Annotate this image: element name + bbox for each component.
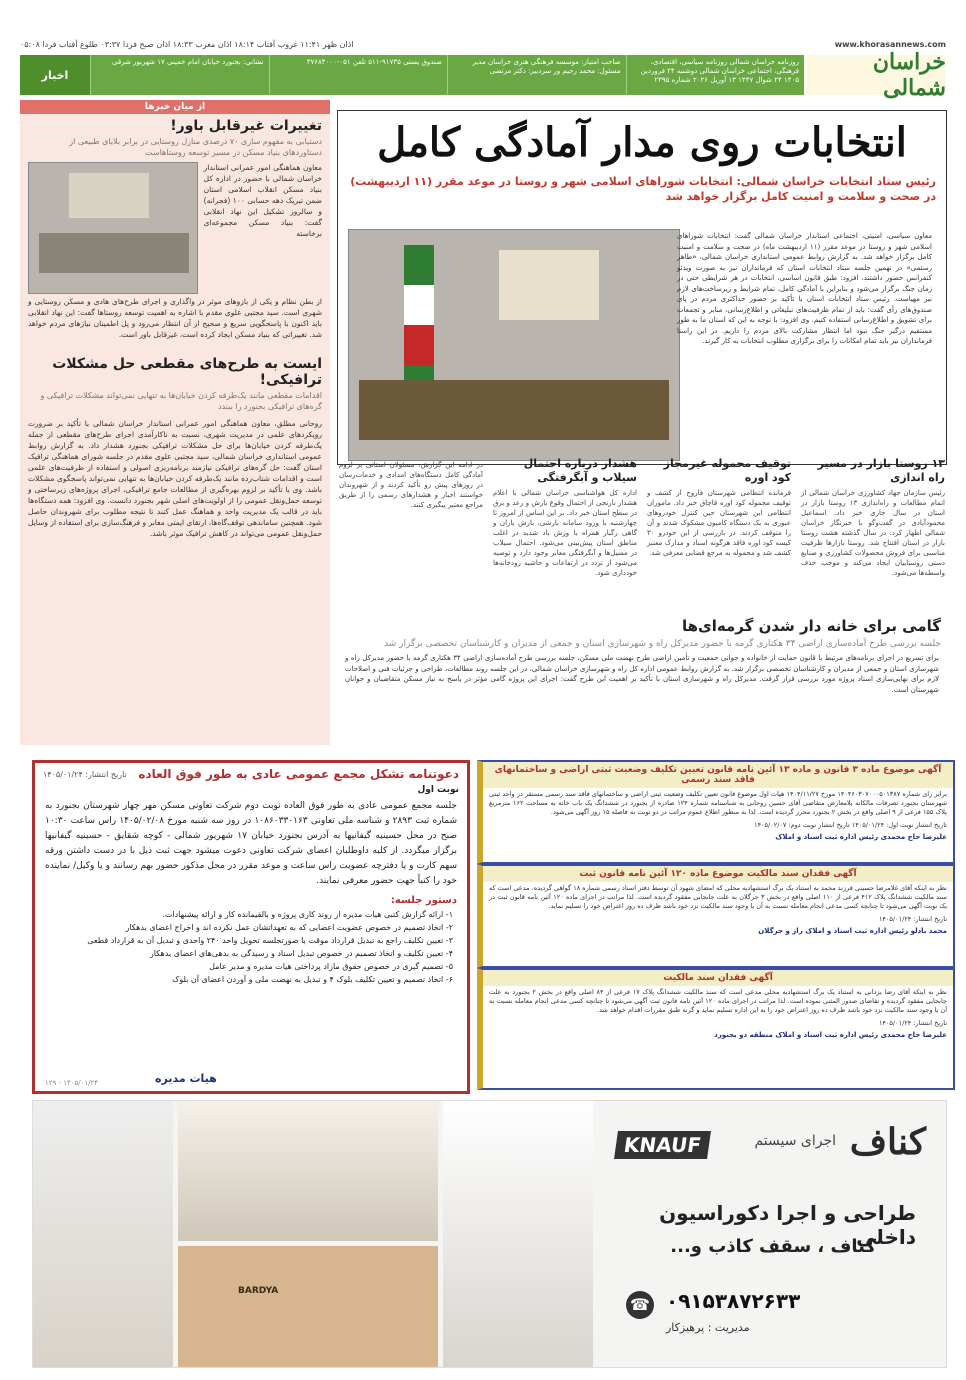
section-tag: اخبار [20,55,90,95]
lead-subhead: رئیس ستاد انتخابات خراسان شمالی: انتخابات شوراهای اسلامی شهر و روستا در موعد مقرر (۱۱ اردیبهشت) در صحت و سلامت و امنیت کامل برگزار خواهد شد [350,175,936,203]
notice-date: تاریخ انتشار نوبت اول: ۱۴۰۵/۰۱/۲۴ تاریخ انتشار نوبت دوم: ۱۴۰۵/۰۲/۰۷ [754,821,947,829]
agenda-item: ۴- تعیین تکلیف و اتخاذ تصمیم در خصوص تبدیل اسناد و رسیدگی به بدهی‌های اعضای بدهکار [149,949,453,958]
lead-body: معاون سیاسی، امنیتی، اجتماعی استاندار خراسان شمالی گفت: انتخابات شوراهای اسلامی شهر و روستا در موعد مقرر (۱۱ اردیبهشت ماه) در صحت و سلامت و امنیت کامل برگزار خواهد شد. به گزارش روابط عمومی استانداری خراسان شمالی، «طاهر رستمی» در نهمین جلسه ستاد انتخابات استان که فرمانداران نیز به صورت ویدئو کنفرانس حضور داشتند، افزود: طبق قانون اساسی، انتخابات در هر شرایطی حتی در زمان جنگ برگزار می‌شود و بنابراین با آمادگی کامل، تمام شرایط و زیرساخت‌های لازم نیز مهیاست. رئیس ستاد انتخابات استان با تأکید بر حضور حداکثری مردم در پای صندوق‌های رأی گفت: باید از تمام ظرفیت‌های تبلیغاتی و اطلاع‌رسانی، منابر و تجمعات برای تشویق و اطلاع‌رسانی استفاده کنیم. وی افزود: با توجه به این که استان ما به طور مستقیم درگیر جنگ نبود اما انتظار مشارکت بالای مردم را داریم. در این راستا فرمانداران نیز باید تمام امکانات را برای برگزاری مطلوب انتخابات به کار گیرند. [677,232,932,345]
agenda-item: ۶- اتخاذ تصمیم و تعیین تکلیف بلوک ۴ و تبدیل به نهضت ملی و آوردن اعضای آن بلوک [172,975,453,984]
interior-photos [33,1101,593,1368]
news-item [645,455,793,605]
news-item [337,455,485,605]
gami-sub: جلسه بررسی طرح آماده‌سازی اراضی ۳۴ هکتاری گرمه با حضور مدیرکل راه و شهرسازی استان و جمعی از مدیران و کارشناسان تخصصی برگزار شد [384,639,941,649]
lead-story [337,110,947,465]
notice-title: آگهی فقدان سند مالکیت [483,970,953,986]
gami-text: برای تسریع در اجرای برنامه‌های مرتبط با قانون حمایت از خانواده و جوانی جمعیت و تأمین اراضی طرح نهضت ملی مسکن، جلسه بررسی طرح آماده‌سازی اراضی ۳۴ هکتاری گرمه با حضور مدیرکل راه و شهرسازی استان و جمعی از مدیران و کارشناسان تخصصی برگزار شد. به گزارش روابط عمومی اداره کل راه و شهرسازی خراسان شمالی، در این جلسه روند مطالعات، طراحی و جزئیات فنی و اصلاحات لازم برای نهایی‌سازی اسناد پروژه مورد بررسی قرار گرفت. مدیرکل راه و شهرسازی استان با تأکید بر اهمیت این طرح گفت: اجرای این پروژه گامی مؤثر در پاسخ به نیاز مسکن متقاضیان و جوانان شهرستان است. [345,654,939,694]
knauf-logo: KNAUF [614,1131,711,1159]
lead-headline[interactable]: انتخابات روی مدار آمادگی کامل [377,119,907,166]
registry-notices [477,760,947,1088]
notice-text: نظر به اینکه آقای غلامرضا حسینی فرزند محمد به استناد یک برگ استشهادیه محلی که امضای شهود آن توسط دفتر اسناد رسمی شماره ۱۸ گواهی گردیده، مدعی است که سند مالکیت ششدانگ پلاک ۴۱۲ فرعی از ۱۱۰ اصلی واقع در بخش ۳ جرگلان به علت جابجایی مفقود گردیده است. لذا مراتب در اجرای ماده ۱۲۰ آئین نامه قانون ثبت در یک نوبت آگهی می‌شود تا چنانچه کسی مدعی انجام معامله نسبت به آن یا وجود سند مالکیت نزد خود باشد ظرف ده روز اعتراض خود را تسلیم نماید. [489,884,947,910]
sidebar-article-2-title[interactable]: ایست به طرح‌های مقطعی حل مشکلات ترافیکی! [52,356,322,388]
store-sign: BARDYA [238,1286,279,1296]
notice-text: نظر به اینکه آقای رضا یزدانی به استناد یک برگ استشهادیه محلی مدعی است که سند مالکیت ششدانگ پلاک ۱۷ فرعی از ۸۴ اصلی واقع در بخش ۲ بجنورد به علت جابجایی مفقود گردیده و تقاضای صدور المثنی نموده است. لذا مراتب در اجرای ماده ۱۲۰ آئین نامه قانون ثبت آگهی می‌شود تا چنانچه کسی مدعی انجام معامله نسبت به آن یا وجود سند مالکیت نزد خود باشد ظرف ده روز اعتراض خود را به این اداره تسلیم نماید و گرنه طبق مقررات اقدام خواهد شد. [489,988,947,1014]
gami-title[interactable]: گامی برای خانه دار شدن گرمه‌ای‌ها [681,617,941,635]
invitation-sign: هیات مدیره [155,1072,217,1085]
agenda-item: ۲- اتخاذ تصمیم در خصوص عضویت اعضایی که به تعهداتشان عمل نکرده اند و اخراج اعضای بدهکار [125,923,453,932]
prayer-times: اذان ظهر ۱۱:۴۱ غروب آفتاب ۱۸:۱۴ اذان مغرب ۱۸:۳۳ اذان صبح فردا ۰۳:۳۷ طلوع آفتاب فردا ۰۵:۰۸ [20,40,354,49]
website-url[interactable]: www.khorasannews.com [834,40,946,49]
invitation-body: جلسه مجمع عمومی عادی به طور فوق العاده نوبت دوم شرکت تعاونی مسکن مهر چهار شهرستان بجنورد به شماره ثبت ۲۸۹۳ و شناسه ملی تعاونی ۱۰۸۶۰۳۳۰۱۶۳ در روز سه شنبه مورخ ۱۴۰۵/۰۲/۰۸ راس ساعت ۱۰:۳۰ صبح در محل حسینیه گیفانیها به آدرس بجنورد خیابان ۱۷ شهریور شمالی - کوچه شقایق - حسینیه گیفانیها برگزار میگردد. از کلیه داوطلبان اعضای شرکت تعاونی دعوت میشود جهت ثبت ذیل با در دست داشتن ورقه سهم کارت و یا دفترچه عضویت راس ساعت و موعد مقرر در محل مذکور حضور بهم رسانند و یا وکیل/ نماینده خود را کتباً جهت حضور معرفی نمایند. [45,801,457,886]
newspaper-logo[interactable]: خراسان شمالی [804,55,946,95]
knauf-line-2: کناف ، سقف کاذب و... [670,1236,876,1257]
news-text: فرمانده انتظامی شهرستان فاروج از کشف و توقیف محموله کود اوره قاچاق خبر داد. ماموران انتظامی این شهرستان حین کنترل خودروهای عبوری به یک دستگاه کامیون مشکوک شدند و آن را متوقف کردند. در بازرسی از این خودرو ۳۰ کیسه کود اوره فاقد هرگونه اسناد و مدارک معتبر کشف شد و محموله به مرجع قضایی معرفی شد. [647,489,791,557]
agenda-item: ۱- ارائه گزارش کتبی هیات مدیره از روند کاری پروژه و بالقیمانده کار و ارائه پیشنهادات. [162,910,453,919]
masthead [20,49,946,101]
knauf-phone[interactable]: ۰۹۱۵۳۸۷۲۶۳۳ [666,1289,801,1313]
news-text: اداره کل هواشناسی خراسان شمالی با اعلام هشدار نارنجی از احتمال وقوع بارش و رعد و برق در سطح استان خبر داد. بر این اساس از امروز تا چهارشنبه با ورود سامانه بارشی، بارش باران و گاهی رگبار همراه با وزش باد شدید در اغلب مناطق استان پیش‌بینی می‌شود. احتمال سیلاب در مسیل‌ها و آبگرفتگی معابر وجود دارد و توصیه می‌شود از تردد در ارتفاعات و حاشیه رودخانه‌ها خودداری شود. [493,489,637,577]
invitation-code: ۱۴۰۵/۰۱/۲۴ - ۱۲۹ [45,1079,99,1087]
news-item [491,455,639,605]
gami-story [337,615,947,745]
masthead-info-1: روزنامه خراسان شمالی روزنامه سیاسی، اقتصادی، فرهنگی، اجتماعی خراسان شمالی دوشنبه ۲۴ فروردین ۱۴۰۵ ۲۴ شوال ۱۴۴۷ ۱۳ آوریل ۲۰۲۶ شماره ۲۳۹۵ [626,55,805,95]
registry-notice [477,968,955,1090]
sidebar-head: از میان خبرها [20,100,330,114]
notice-title: آگهی موضوع ماده ۳ قانون و ماده ۱۳ آئین نامه قانون تعیین تکلیف وضعیت ثبتی اراضی و ساختمانهای فاقد سند رسمی [483,762,953,788]
agenda-item: ۵- تصمیم گیری در خصوص حقوق مازاد پرداختی هیات مدیره و مدیر عامل [209,962,453,971]
agenda-title: دستور جلسه: [390,895,457,906]
knauf-manager: مدیریت : پرهیزکار [666,1321,750,1334]
sidebar-article-1-sub: دستیابی به مفهوم سازی ۷۰ درصدی منازل روستایی در برابر بلایای طبیعی از دستاوردهای بنیاد مسکن در مسیر توسعه روستاهاست [69,137,322,157]
sidebar-article-1-text-1: معاون هماهنگی امور عمرانی استاندار خراسان شمالی با حضور در اداره کل بنیاد مسکن انقلاب اسلامی استان ضمن تبریک دهه حسابی ۱۰۰ (فجرانه) و سالروز تشکیل این نهاد انقلابی گفت: بنیاد مسکن مجموعه‌ای برخاسته [203,163,322,238]
invitation-date: تاریخ انتشار: ۱۴۰۵/۰۱/۲۴ [43,769,127,779]
invitation-round: نوبت اول [417,785,459,795]
news-text: رئیس سازمان جهاد کشاورزی خراسان شمالی از اتمام مطالعات و راه‌اندازی ۱۳ روستا بازار در استان در سال جاری خبر داد. اسماعیل محمودآبادی در گفت‌وگو با خبرنگار خراسان شمالی اظهار کرد: در سال گذشته هشت روستا بازار در استان افتتاح شد. روستا بازارها ظرفیت مناسبی برای فروش محصولات کشاورزی و صنایع دستی روستاییان ایجاد می‌کند و موجب حذف واسطه‌ها می‌شود. [801,489,945,577]
notice-text: برابر رای شماره ۱۴۰۴۶۰۳۰۷۰۰۰۵۰۱۳۸۷ مورخ ۱۴۰۴/۱۱/۲۷ هیات اول موضوع قانون تعیین تکلیف وضعیت ثبتی اراضی و ساختمانهای فاقد سند رسمی مستقر در واحد ثبتی شهرستان بجنورد تصرفات مالکانه بلامعارض متقاضی آقای حسین روحانی به شناسنامه شماره ۱۲۴ صادره از بجنورد در ششدانگ یک باب خانه به مساحت ۱۶۲ مترمربع پلاک ۱۵۵ فرعی از ۹ اصلی واقع در بخش ۲ بجنورد محرز گردیده است. لذا به منظور اطلاع عموم مراتب در دو نوبت به فاصله ۱۵ روز آگهی می‌شود. [489,790,948,816]
assembly-invitation [32,760,470,1094]
news-text: در ادامه این گزارش، مسئولان استانی بر لزوم آمادگی کامل دستگاه‌های امدادی و خدمات‌رسان در روزهای پیش رو تأکید کردند و از شهروندان خواستند اخبار و هشدارهای رسمی را از طریق مراجع معتبر پیگیری کنند. [339,461,483,509]
registry-notice [477,760,955,864]
sidebar [20,100,330,745]
knauf-line-1: طراحی و اجرا دکوراسیون داخلی [659,1201,916,1249]
masthead-info-4: نشانی: بجنورد خیابان امام خمینی ۱۷ شهریور شرقی [90,55,269,95]
notice-sign: عليرضا حاج محمدی رئيس اداره ثبت اسناد و املاک [775,833,947,841]
news-title[interactable]: توقیف محموله غیرمجاز کود اوره [663,457,791,484]
classifieds-row [32,760,947,1090]
sidebar-article-2-text: روحانی مطلق، معاون هماهنگی امور عمرانی استاندار خراسان شمالی با تأکید بر ضرورت رویکردهای علمی در مدیریت شهری، نسبت به ناکارآمدی اجرای طرح‌های مقطعی از جمله یک‌طرفه کردن خیابان‌ها برای حل مشکلات ترافیکی بجنورد هشدار داد. به گزارش روابط عمومی استانداری خراسان شمالی، سید مجتبی علوی مقدم در جلسه شورای هماهنگی ترافیک استان گفت: حل گره‌های ترافیکی نیازمند برنامه‌ریزی اصولی و استفاده از ظرفیت‌های علمی است و اقدامات شتاب‌زده مانند یک‌طرفه کردن خیابان‌ها به تنهایی نمی‌تواند پاسخگوی مشکلات باشد. وی با تأکید بر لزوم بهره‌گیری از مطالعات جامع ترافیکی، اجرای پروژه‌های زیرساختی و توسعه حمل‌ونقل عمومی را از اولویت‌های اصلی شهر بجنورد دانست. وی افزود: همه دستگاه‌ها باید در قالب یک مدیریت واحد و هماهنگ عمل کنند تا نتیجه مطلوب برای شهروندان حاصل شود. همچنین ساماندهی توقف‌گاه‌ها، ارتقای ایمنی معابر و فرهنگ‌سازی برای استفاده از وسایل حمل‌ونقل عمومی می‌تواند در کاهش ترافیک موثر باشد. [28,419,322,538]
sidebar-article-1-title[interactable]: تغییرات غیرقابل باور! [170,118,322,134]
notice-date: تاریخ انتشار: ۱۴۰۵/۰۱/۲۴ [878,1019,947,1027]
news-columns [337,455,947,610]
news-item [799,455,947,605]
notice-date: تاریخ انتشار: ۱۴۰۵/۰۱/۲۴ [878,915,947,923]
notice-sign: محمد بادلو رئیس اداره ثبت اسناد و املاک راز و جرگلان [758,927,947,935]
phone-icon: ☎ [626,1291,654,1319]
invitation-title: دعوتنامه تشکل مجمع عمومی عادی به طور فوق العاده [138,767,459,781]
notice-sign: عليرضا حاج محمدی رئيس اداره ثبت اسناد و املاک منطقه دو بجنورد [714,1031,947,1039]
masthead-info-3: صندوق پستی ۹۱۷۳۵-۵۱۱ تلفن ۰۵۱-۳۷۶۸۴۰۰۰ [269,55,448,95]
knauf-advertisement [32,1100,947,1368]
masthead-info-2: صاحب امتیاز: موسسه فرهنگی هنری خراسان مدیر مسئول: محمد رحیم ور سردبیر: دکتر مرتضی [447,55,626,95]
agenda-item: ۳- تعیین تکلیف راجع به تبدیل قرارداد موقت یا صورتجلسه تحویل واحد ۲۴۰ واحدی و تبدیل آن به قرارداد قطعی [87,936,453,945]
news-title[interactable]: هشدار درباره احتمال سیلاب و آبگرفتگی [523,457,637,484]
lead-photo [348,229,680,461]
news-title[interactable]: ۱۳ روستا بازار در مسیر راه اندازی [817,457,945,484]
knauf-brand-fa: کناف [849,1121,926,1163]
registry-notice [477,864,955,968]
sidebar-article-1-text-2: از بطن نظام و یکی از بازوهای موثر در واگذاری و اجرای طرح‌های هادی و مسکن روستایی و شهری است. سید مجتبی علوی مقدم با اشاره به اهمیت توسعه روستاها گفت: این نهاد انقلابی باید اکنون با پاسخگویی سریع و صحیح از آن انتظار می‌رود و پل اطمینان نیازهای مردم خواهد شد. تغییراتی که بنیاد مسکن ایجاد کرده است، غیرقابل باور است. [28,297,322,339]
knauf-system: اجرای سیستم [754,1133,836,1149]
notice-title: آگهی فقدان سند مالکیت موضوع ماده ۱۲۰ آئین نامه قانون ثبت [483,866,953,882]
sidebar-article-2-sub: اقدامات مقطعی مانند یک‌طرفه کردن خیابان‌ها به تنهایی نمی‌تواند مشکلات ترافیکی و گره‌های ترافیکی بجنورد را ببندد [40,391,322,411]
meeting-photo-1 [28,162,198,294]
